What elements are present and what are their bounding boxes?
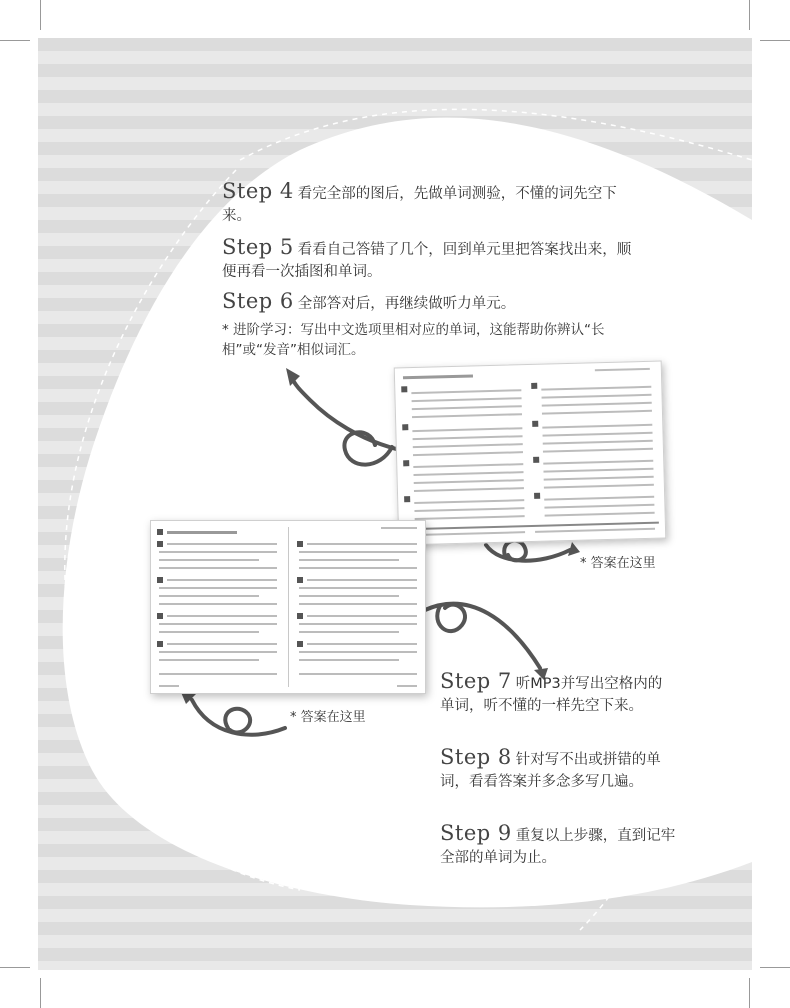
step-number: Step 6 [222,289,294,313]
step-4 [222,180,642,227]
step-text: 看完全部的图后，先做单词测验，不懂的词先空下来。 [222,186,617,224]
step-number: Step 4 [222,179,294,203]
answer-here-caption-left: * 答案在这里 [290,710,366,725]
step-7 [440,670,676,717]
step-number: Step 8 [440,745,512,769]
step-9 [440,822,676,869]
step-text: 针对写不出或拼错的单词，看看答案并多念多写几遍。 [440,752,661,790]
step-number: Step 7 [440,669,512,693]
step-text: 听MP3并写出空格内的单词，听不懂的一样先空下来。 [440,676,663,714]
step-number: Step 5 [222,235,294,259]
listening-page-thumbnail [150,520,426,694]
answer-page-thumbnail [394,361,667,546]
step-text: 重复以上步骤，直到记牢全部的单词为止。 [440,828,676,866]
step-5 [222,236,642,283]
advanced-study-note: * 进阶学习：写出中文选项里相对应的单词，这能帮助你辨认“长相”或“发音”相似词汇。 [222,322,605,358]
step-text: 全部答对后，再继续做听力单元。 [297,296,516,312]
step-8 [440,746,676,793]
step-number: Step 9 [440,821,512,845]
step-6 [222,290,642,315]
step-text: 看看自己答错了几个，回到单元里把答案找出来，顺便再看一次插图和单词。 [222,242,632,280]
answer-here-caption-right: * 答案在这里 [580,556,656,571]
